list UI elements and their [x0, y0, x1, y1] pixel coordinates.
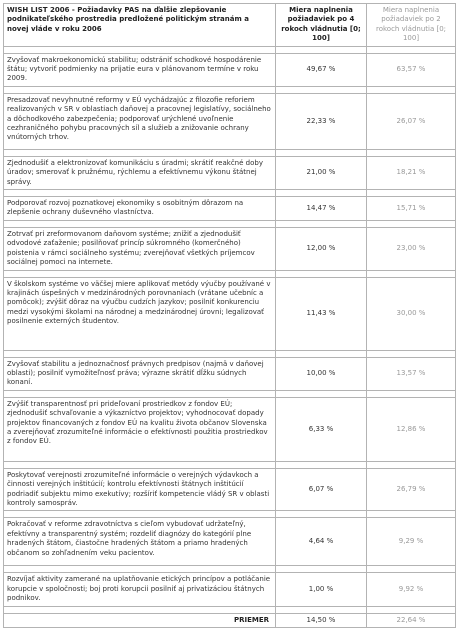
spacer-cell — [4, 606, 276, 613]
fulfilment-2-years-value: 13,57 % — [367, 357, 456, 390]
header-fulfilment-2-years: Miera naplnenia požiadaviek po 2 rokoch vládnutia [0; 100] — [367, 4, 456, 47]
total-4-years-value: 14,50 % — [276, 613, 367, 627]
spacer-cell — [4, 46, 276, 53]
requirement-text: Podporovať rozvoj poznatkovej ekonomiky s osobitným dôrazom na zlepšenie ochrany duševného vlastníctva. — [4, 197, 276, 221]
spacer-cell — [367, 511, 456, 518]
spacer-cell — [276, 190, 367, 197]
spacer-cell — [367, 390, 456, 397]
wish-list-table-wrapper — [3, 3, 455, 628]
fulfilment-4-years-value: 6,07 % — [276, 468, 367, 511]
requirement-text: V školskom systéme vo väčšej miere aplikovať metódy výučby používané v krajinách úspešných v medzinárodných porovnaniach (vrátane učebníc a pomôcok); zvýšiť dôraz na výučbu cudzích jazykov; posilniť konkurenciu medzi vysokými školami na národnej a medzinárodnej úrovni; legalizovať posilnenie externých študentov. — [4, 277, 276, 350]
spacer-cell — [4, 566, 276, 573]
table-row — [4, 93, 456, 149]
requirement-text: Zvyšovať makroekonomickú stabilitu; odstrániť schodkové hospodárenie štátu; vytvoriť podmienky na prijatie eura v plánovanom termíne v roku 2009. — [4, 53, 276, 86]
spacer-cell — [276, 390, 367, 397]
spacer-cell — [276, 461, 367, 468]
spacer-cell — [276, 86, 367, 93]
spacer-cell — [4, 190, 276, 197]
requirement-text: Zjednodušiť a elektronizovať komunikáciu s úradmi; skrátiť reakčné doby úradov; smerovať k pružnému, rýchlemu a efektívnemu výkonu štátnej správy. — [4, 156, 276, 189]
fulfilment-2-years-value: 23,00 % — [367, 227, 456, 270]
fulfilment-4-years-value: 10,00 % — [276, 357, 367, 390]
table-row — [4, 227, 456, 270]
requirement-text: Zotrvať pri zreformovanom daňovom systéme; znížiť a zjednodušiť odvodové zaťaženie; posilňovať princíp súkromného (komerčného) poistenia v rámci sociálneho systému; zverejňovať všetkých príjemcov sociálnej pomoci na internete. — [4, 227, 276, 270]
spacer-cell — [367, 566, 456, 573]
row-spacer — [4, 46, 456, 53]
total-2-years-value: 22,64 % — [367, 613, 456, 627]
spacer-cell — [276, 566, 367, 573]
table-row — [4, 53, 456, 86]
fulfilment-2-years-value: 9,92 % — [367, 573, 456, 606]
spacer-cell — [4, 390, 276, 397]
fulfilment-4-years-value: 6,33 % — [276, 397, 367, 461]
row-spacer — [4, 350, 456, 357]
fulfilment-2-years-value: 15,71 % — [367, 197, 456, 221]
fulfilment-4-years-value: 4,64 % — [276, 518, 367, 566]
fulfilment-2-years-value: 9,29 % — [367, 518, 456, 566]
spacer-cell — [367, 350, 456, 357]
spacer-cell — [276, 149, 367, 156]
spacer-cell — [276, 270, 367, 277]
row-spacer — [4, 270, 456, 277]
row-spacer — [4, 461, 456, 468]
fulfilment-4-years-value: 49,67 % — [276, 53, 367, 86]
spacer-cell — [367, 86, 456, 93]
spacer-cell — [276, 606, 367, 613]
spacer-cell — [367, 270, 456, 277]
requirement-text: Presadzovať nevyhnutné reformy v EÚ vychádzajúc z filozofie reforiem realizovaných v SR v oblastiach daňovej a pracovnej legislatívy, sociálneho a dôchodkového zabezpečenia; podporovať urýchlené uvoľnenie cezhraničného pohybu pracovných síl a služieb a znižovanie ochrany vnútorných trhov. — [4, 93, 276, 149]
spacer-cell — [4, 220, 276, 227]
wish-list-table — [3, 3, 456, 628]
table-row — [4, 468, 456, 511]
fulfilment-4-years-value: 12,00 % — [276, 227, 367, 270]
fulfilment-2-years-value: 26,07 % — [367, 93, 456, 149]
requirement-text: Zvýšiť transparentnosť pri prideľovaní prostriedkov z fondov EÚ; zjednodušiť schvaľovanie a výkazníctvo projektov; vyhodnocovať dopady projektov financovaných z fondov EÚ na kvalitu života občanov Slovenska a zverejňovať zrozumiteľné informácie o efektívnosti použitia prostriedkov z fondov EÚ. — [4, 397, 276, 461]
row-spacer — [4, 86, 456, 93]
header-row — [4, 4, 456, 47]
row-spacer — [4, 606, 456, 613]
fulfilment-4-years-value: 1,00 % — [276, 573, 367, 606]
fulfilment-4-years-value: 11,43 % — [276, 277, 367, 350]
fulfilment-2-years-value: 63,57 % — [367, 53, 456, 86]
row-spacer — [4, 220, 456, 227]
spacer-cell — [276, 220, 367, 227]
fulfilment-2-years-value: 12,86 % — [367, 397, 456, 461]
fulfilment-2-years-value: 30,00 % — [367, 277, 456, 350]
spacer-cell — [367, 46, 456, 53]
row-spacer — [4, 390, 456, 397]
row-spacer — [4, 566, 456, 573]
spacer-cell — [276, 350, 367, 357]
spacer-cell — [4, 149, 276, 156]
fulfilment-4-years-value: 22,33 % — [276, 93, 367, 149]
spacer-cell — [4, 511, 276, 518]
row-spacer — [4, 190, 456, 197]
fulfilment-4-years-value: 14,47 % — [276, 197, 367, 221]
spacer-cell — [4, 350, 276, 357]
spacer-cell — [367, 149, 456, 156]
table-body — [4, 46, 456, 627]
requirement-text: Pokračovať v reforme zdravotníctva s cieľom vybudovať udržateľný, efektívny a transparentný systém; rozdeliť diagnózy do kategórií plne hradených štátom, čiastočne hradených štátom a priamo hradených občanom so zohľadnením veku pacientov. — [4, 518, 276, 566]
spacer-cell — [367, 190, 456, 197]
table-row — [4, 197, 456, 221]
spacer-cell — [4, 270, 276, 277]
table-row — [4, 156, 456, 189]
header-fulfilment-4-years: Miera naplnenia požiadaviek po 4 rokoch vládnutia [0; 100] — [276, 4, 367, 47]
spacer-cell — [367, 220, 456, 227]
total-label: PRIEMER — [4, 613, 276, 627]
requirement-text: Zvyšovať stabilitu a jednoznačnosť právnych predpisov (najmä v daňovej oblasti); posilniť vymožiteľnosť práva; výrazne skrátiť dĺžku súdnych konaní. — [4, 357, 276, 390]
requirement-text: Poskytovať verejnosti zrozumiteľné informácie o verejných výdavkoch a činnosti verejných inštitúcií; kontrolu efektívnosti štátnych inštitúcií podriadiť subjektu mimo exekutívy; rozšíriť kompetencie vládý SR v oblasti kontroly samospráv. — [4, 468, 276, 511]
row-spacer — [4, 511, 456, 518]
fulfilment-4-years-value: 21,00 % — [276, 156, 367, 189]
spacer-cell — [367, 461, 456, 468]
table-row — [4, 573, 456, 606]
table-row — [4, 357, 456, 390]
spacer-cell — [367, 606, 456, 613]
requirement-text: Rozvíjať aktivity zamerané na uplatňovanie etických princípov a potláčanie korupcie v spoločnosti; boj proti korupcii posilniť aj privatizáciou štátnych podnikov. — [4, 573, 276, 606]
total-row — [4, 613, 456, 627]
fulfilment-2-years-value: 26,79 % — [367, 468, 456, 511]
table-row — [4, 277, 456, 350]
spacer-cell — [276, 511, 367, 518]
header-requirements: WISH LIST 2006 - Požiadavky PAS na ďalšie zlepšovanie podnikateľského prostredia predložené politickým stranám a novej vláde v roku 2006 — [4, 4, 276, 47]
fulfilment-2-years-value: 18,21 % — [367, 156, 456, 189]
spacer-cell — [4, 461, 276, 468]
spacer-cell — [4, 86, 276, 93]
table-row — [4, 397, 456, 461]
row-spacer — [4, 149, 456, 156]
spacer-cell — [276, 46, 367, 53]
